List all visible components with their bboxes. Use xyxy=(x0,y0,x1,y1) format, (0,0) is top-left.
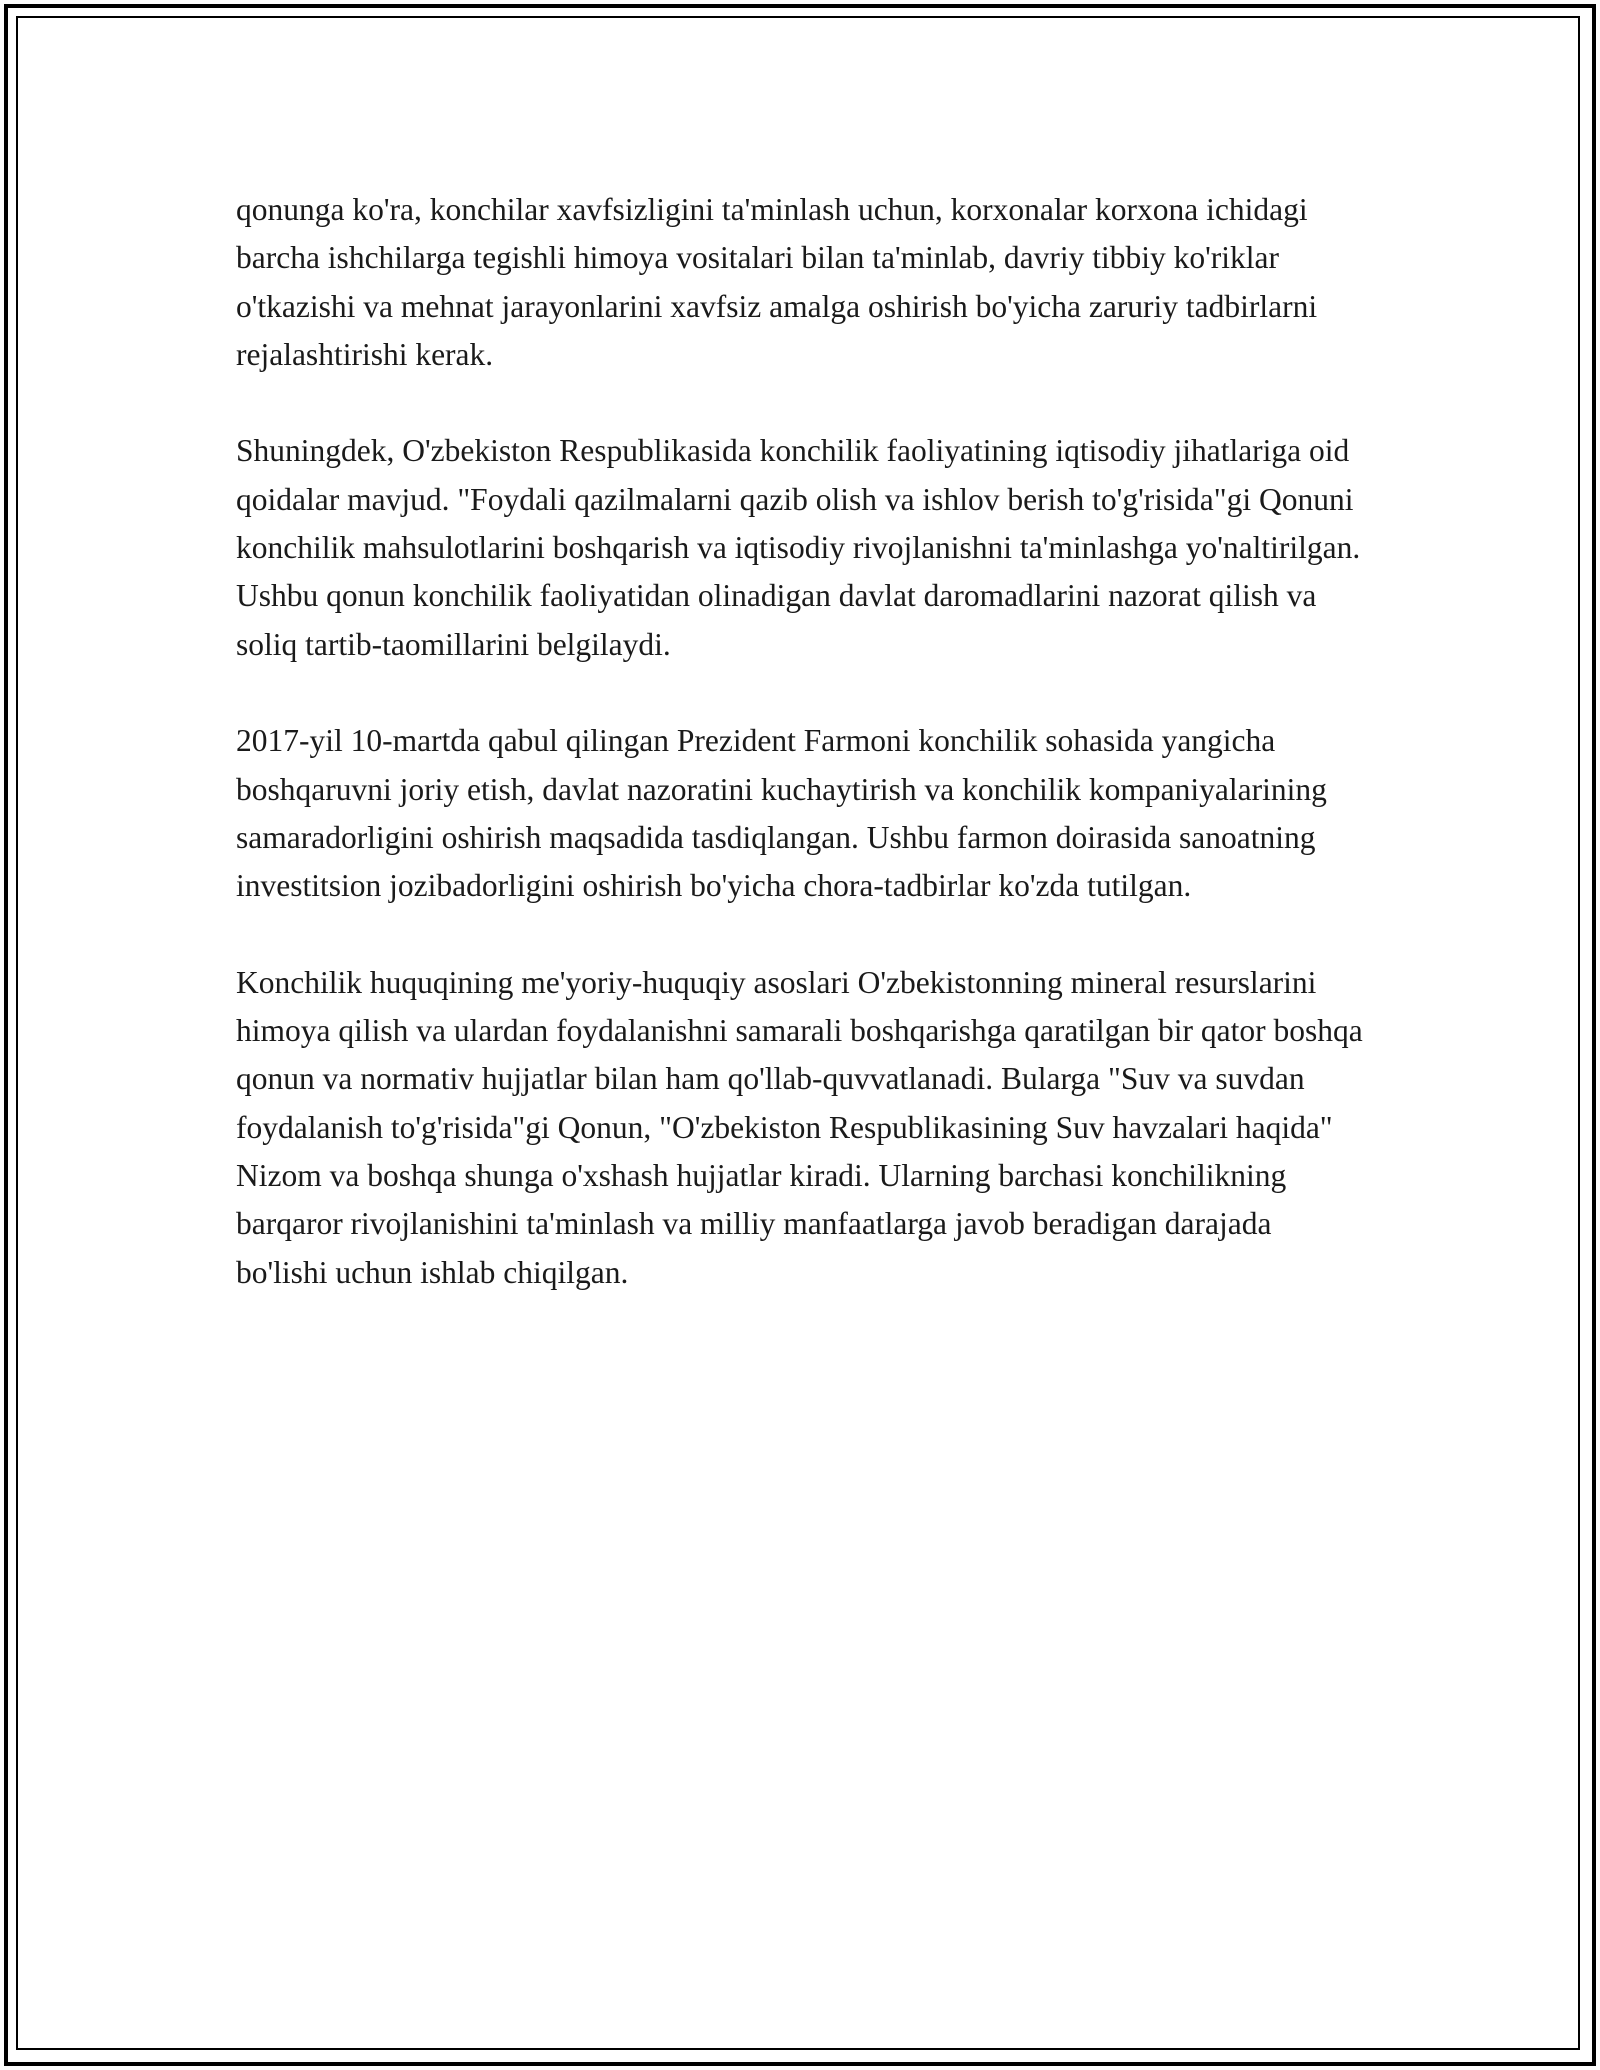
paragraph-3: 2017-yil 10-martda qabul qilingan Prezident Farmoni konchilik sohasida yangicha boshqaruvni joriy etish, davlat nazoratini kuchaytirish va konchilik kompaniyalarining samaradorligini oshirish maqsadida tasdiqlangan. Ushbu farmon doirasida sanoatning investitsion jozibadorligini oshirish bo'yicha chora-tadbirlar ko'zda tutilgan. xyxy=(236,723,1327,904)
paragraph-2: Shuningdek, O'zbekiston Respublikasida konchilik faoliyatining iqtisodiy jihatlariga oid qoidalar mavjud. "Foydali qazilmalarni qazib olish va ishlov berish to'g'risida"gi Qonuni konchilik mahsulotlarini boshqarish va iqtisodiy rivojlanishni ta'minlashga yo'naltirilgan. Ushbu qonun konchilik faoliyatidan olinadigan davlat daromadlarini nazorat qilish va soliq tartib-taomillarini belgilaydi. xyxy=(236,433,1361,662)
paragraph-4: Konchilik huquqining me'yoriy-huquqiy asoslari O'zbekistonning mineral resurslarini himoya qilish va ulardan foydalanishni samarali boshqarishga qaratilgan bir qator boshqa qonun va normativ hujjatlar bilan ham qo'llab-quvvatlanadi. Bularga "Suv va suvdan foydalanish to'g'risida"gi Qonun, "O'zbekiston Respublikasining Suv havzalari haqida" Nizom va boshqa shunga o'xshash hujjatlar kiradi. Ularning barchasi konchilikning barqaror rivojlanishini ta'minlash va milliy manfaatlarga javob beradigan darajada bo'lishi uchun ishlab chiqilgan. xyxy=(236,964,1363,1290)
paragraph-1: qonunga ko'ra, konchilar xavfsizligini ta'minlash uchun, korxonalar korxona ichidagi barcha ishchilarga tegishli himoya vositalari bilan ta'minlab, davriy tibbiy ko'riklar o'tkazishi va mehnat jarayonlarini xavfsiz amalga oshirish bo'yicha zaruriy tadbirlarni rejalashtirishi kerak. xyxy=(236,192,1318,372)
document-body xyxy=(236,186,1366,1345)
